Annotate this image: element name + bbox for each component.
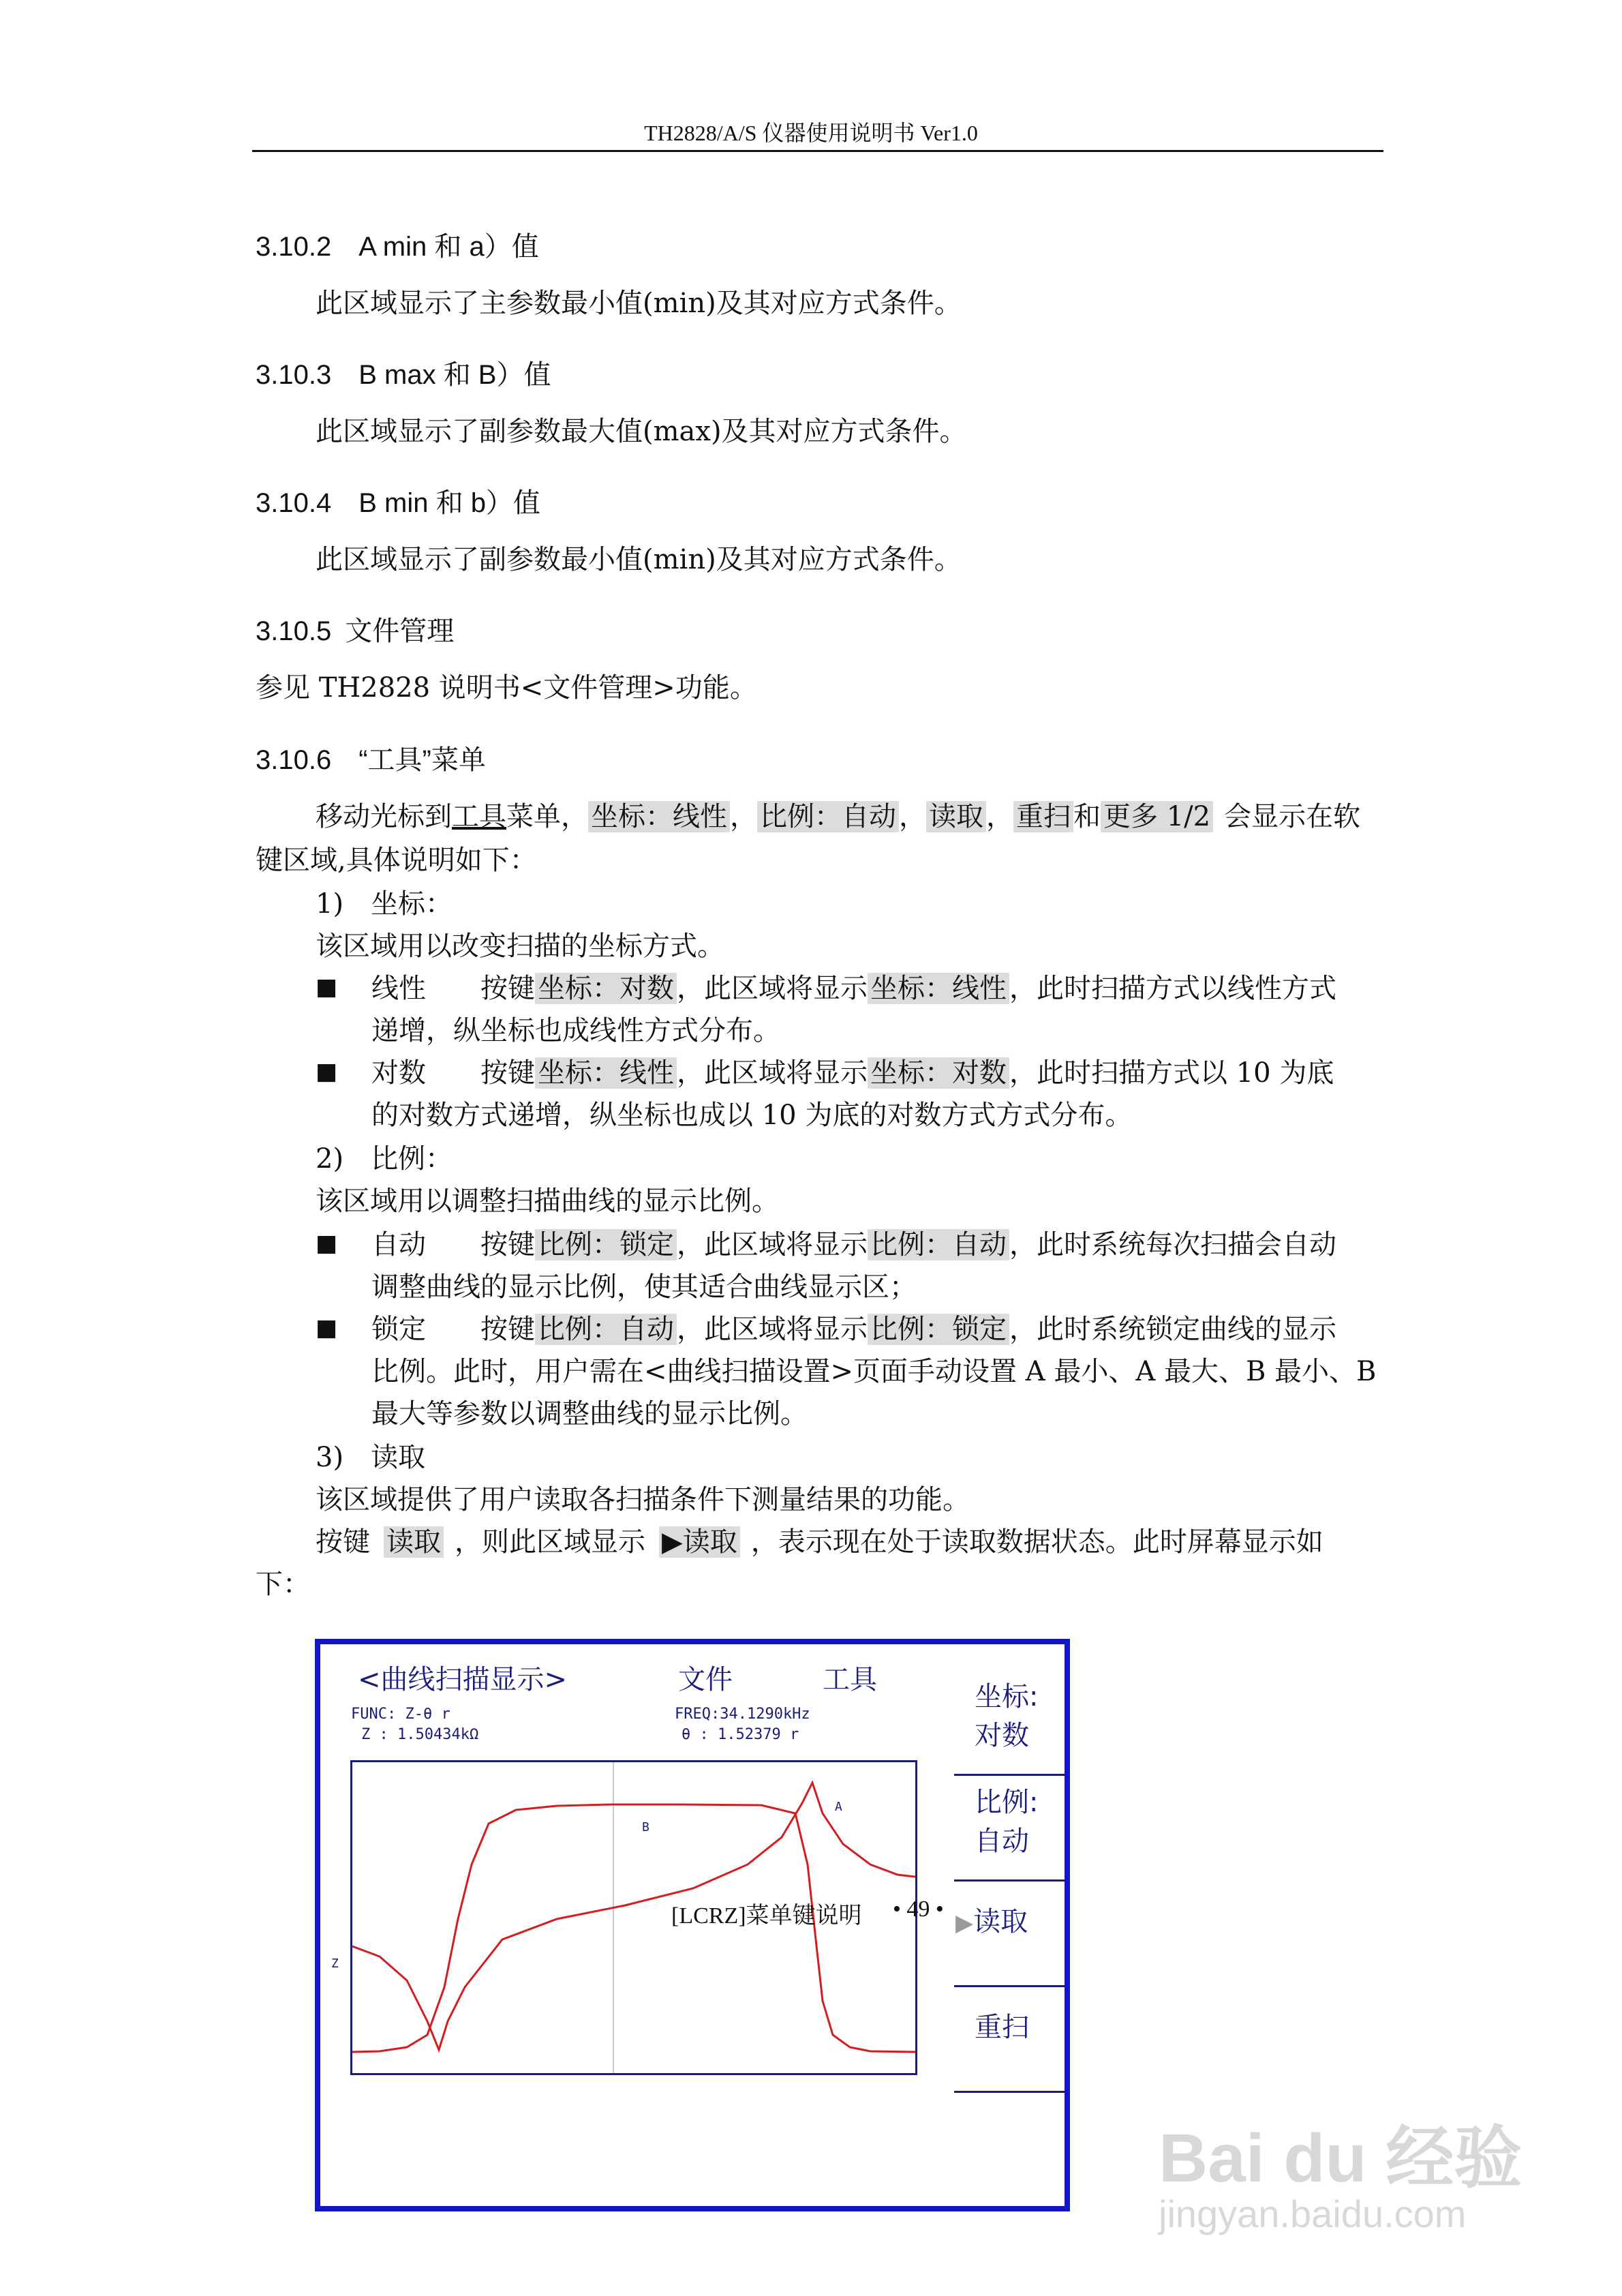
softkey-divider bbox=[954, 1774, 1066, 1776]
softkey-read: 读取 bbox=[926, 801, 986, 832]
softkey-more: 更多 1/2 bbox=[1101, 801, 1213, 832]
header-rule bbox=[252, 150, 1383, 152]
softkey-divider bbox=[954, 2091, 1066, 2093]
softkey-divider bbox=[954, 1879, 1066, 1882]
section-heading: 文件管理 bbox=[345, 616, 455, 646]
section-heading: B min 和 b）值 bbox=[358, 488, 540, 518]
curve-label-a: A bbox=[835, 1800, 842, 1814]
axis-label-z: Z bbox=[331, 1957, 339, 1971]
section-number: 3.10.6 bbox=[256, 745, 332, 775]
bullet-linear-line1: 线性 按键 坐标：对数 ，此区域将显示 坐标：线性 ，此时扫描方式以线性方式 bbox=[371, 973, 1336, 1004]
screen-z-value: Z : 1.50434kΩ bbox=[361, 1726, 479, 1743]
screen-menu-file[interactable]: 文件 bbox=[678, 1664, 733, 1695]
softkey-divider bbox=[954, 1985, 1066, 1987]
item-3-heading: 3) 读取 bbox=[316, 1442, 426, 1473]
section-body-3-10-3: 此区域显示了副参数最大值(max)及其对应方式条件。 bbox=[316, 416, 967, 447]
section-title-3-10-6 bbox=[256, 738, 486, 777]
item-1-desc: 该区域用以改变扫描的坐标方式。 bbox=[316, 931, 724, 962]
footer-section-title: [LCRZ]菜单键说明 bbox=[671, 1903, 862, 1929]
item-2-desc: 该区域用以调整扫描曲线的显示比例。 bbox=[316, 1185, 779, 1217]
bullet-lock-line1: 锁定 按键 比例：自动 ，此区域将显示 比例：锁定 ，此时系统锁定曲线的显示 bbox=[371, 1314, 1336, 1345]
section-number: 3.10.2 bbox=[256, 232, 332, 262]
watermark-brand: Bai du 经验 bbox=[1159, 2120, 1522, 2196]
section-heading: A min 和 a）值 bbox=[358, 232, 539, 262]
read-instruction-line2: 下： bbox=[256, 1569, 310, 1600]
section-number: 3.10.5 bbox=[256, 616, 332, 646]
screen-func: FUNC: Z-θ r bbox=[351, 1706, 450, 1723]
header-title: TH2828/A/S 仪器使用说明书 Ver1.0 bbox=[644, 121, 978, 145]
section-number: 3.10.4 bbox=[256, 488, 332, 518]
softkey-ratio-auto: 比例：自动 bbox=[757, 801, 899, 832]
softkey-read-active[interactable]: ▶读取 bbox=[955, 1906, 1028, 1937]
section-title-3-10-5 bbox=[256, 609, 454, 648]
section-title-3-10-3 bbox=[256, 353, 551, 392]
section-body-3-10-2: 此区域显示了主参数最小值(min)及其对应方式条件。 bbox=[316, 288, 962, 319]
softkey-rescan-screen[interactable]: 重扫 bbox=[975, 2012, 1029, 2043]
section-body-3-10-4: 此区域显示了副参数最小值(min)及其对应方式条件。 bbox=[316, 544, 962, 575]
softkey-rescan: 重扫 bbox=[1013, 801, 1073, 832]
section-heading: “工具”菜单 bbox=[358, 745, 486, 775]
bullet-lock-line3: 最大等参数以调整曲线的显示比例。 bbox=[371, 1398, 808, 1430]
item-3-desc: 该区域提供了用户读取各扫描条件下测量结果的功能。 bbox=[316, 1484, 970, 1515]
softkey-coord[interactable]: 坐标: 对数 bbox=[975, 1681, 1039, 1751]
watermark-url: jingyan.baidu.com bbox=[1159, 2192, 1467, 2235]
bullet-square-icon: ■ bbox=[316, 973, 338, 1001]
screen-freq: FREQ:34.1290kHz bbox=[675, 1706, 810, 1723]
bullet-auto-line2: 调整曲线的显示比例，使其适合曲线显示区； bbox=[371, 1271, 917, 1303]
bullet-square-icon: ■ bbox=[316, 1230, 338, 1257]
tools-intro-line1: 移动光标到工具菜单， 坐标：线性 ， 比例：自动 ， 读取 ， 重扫 和 更多 1/2 会显示在软 bbox=[316, 801, 1361, 832]
bullet-log-line2: 的对数方式递增，纵坐标也成以 10 为底的对数方式方式分布。 bbox=[371, 1100, 1133, 1131]
bullet-auto-line1: 自动 按键 比例：锁定 ，此区域将显示 比例：自动 ，此时系统每次扫描会自动 bbox=[371, 1229, 1336, 1260]
softkey-coord-linear: 坐标：线性 bbox=[588, 801, 730, 832]
read-instruction-line1: 按键 读取 ，则此区域显示 ▶读取 ，表示现在处于读取数据状态。此时屏幕显示如 bbox=[316, 1526, 1323, 1558]
screen-menu-tools[interactable]: 工具 bbox=[823, 1664, 877, 1695]
item-2-heading: 2) 比例： bbox=[316, 1143, 453, 1175]
play-marker-icon: ▶ bbox=[955, 1909, 974, 1937]
tool-menu-label: 工具 bbox=[452, 801, 506, 832]
section-heading: B max 和 B）值 bbox=[358, 360, 551, 390]
footer-page-number: • 49 • bbox=[893, 1897, 944, 1922]
bullet-log-line1: 对数 按键 坐标：线性 ，此区域将显示 坐标：对数 ，此时扫描方式以 10 为底 bbox=[371, 1057, 1334, 1089]
screen-title: <曲线扫描显示> bbox=[358, 1664, 568, 1695]
softkey-ratio[interactable]: 比例: 自动 bbox=[975, 1787, 1039, 1857]
bullet-lock-line2: 比例。此时，用户需在<曲线扫描设置>页面手动设置 A 最小、A 最大、B 最小、B bbox=[371, 1356, 1377, 1387]
section-title-3-10-2 bbox=[256, 225, 539, 264]
section-title-3-10-4 bbox=[256, 481, 540, 520]
curve-label-b: B bbox=[642, 1820, 649, 1834]
tools-intro-line2: 键区域,具体说明如下： bbox=[256, 845, 537, 876]
bullet-square-icon: ■ bbox=[316, 1314, 338, 1342]
bullet-linear-line2: 递增，纵坐标也成线性方式分布。 bbox=[371, 1015, 780, 1046]
bullet-square-icon: ■ bbox=[316, 1058, 338, 1085]
section-body-3-10-5: 参见 TH2828 说明书<文件管理>功能。 bbox=[256, 672, 757, 704]
item-1-heading: 1) 坐标： bbox=[316, 888, 453, 920]
section-number: 3.10.3 bbox=[256, 360, 332, 390]
screen-theta-value: θ : 1.52379 r bbox=[682, 1726, 799, 1743]
